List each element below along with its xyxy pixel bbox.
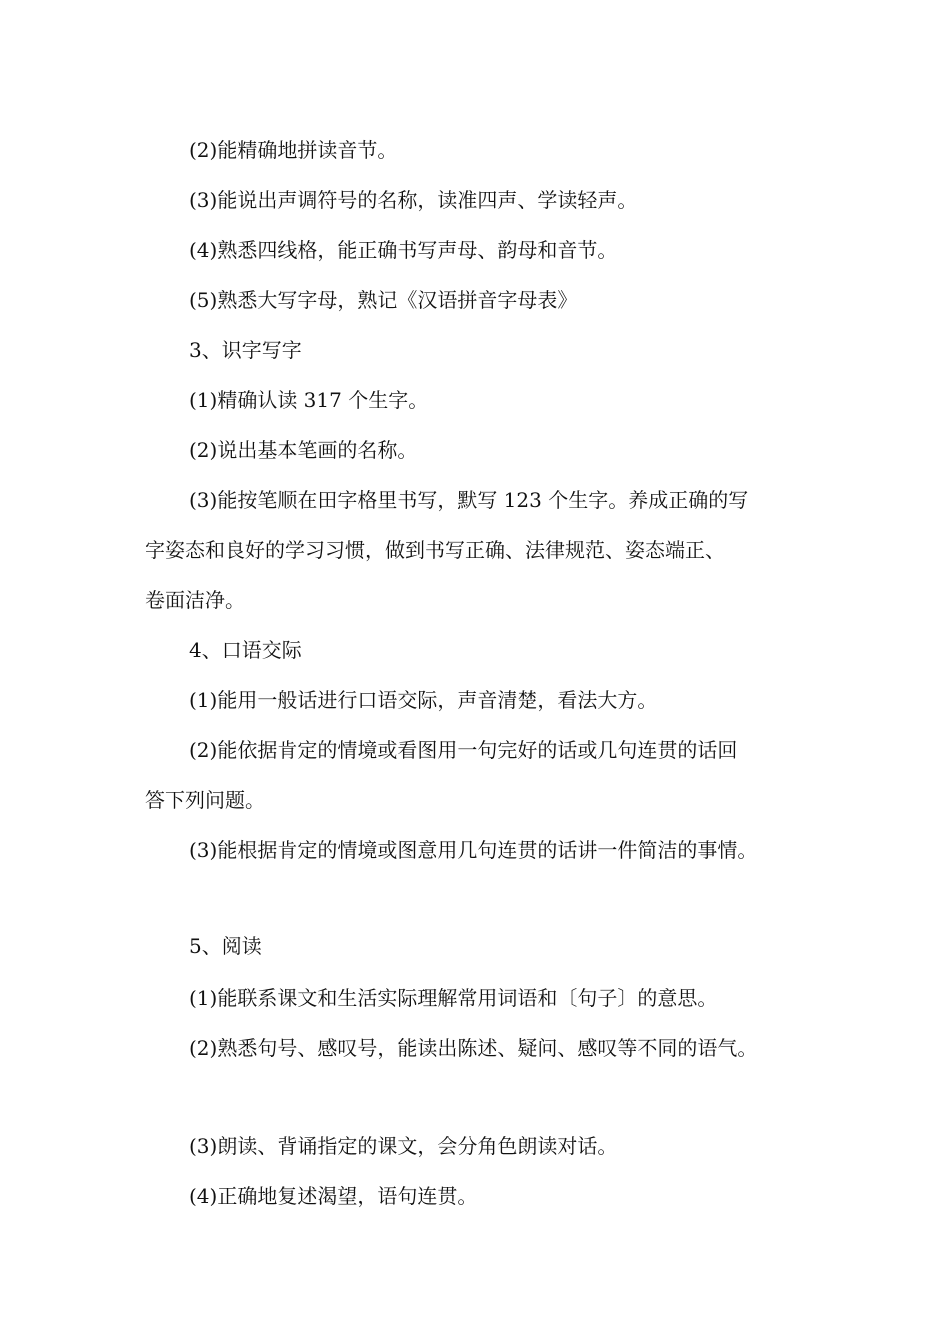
text-line: 答下列问题。 — [145, 788, 265, 812]
text-line: (3)能说出声调符号的名称，读准四声、学读轻声。 — [189, 188, 638, 212]
section-heading: 3、识字写字 — [189, 338, 302, 362]
section-heading: 4、口语交际 — [189, 638, 302, 662]
text-line: (1)能联系课文和生活实际理解常用词语和〔句子〕的意思。 — [189, 986, 718, 1010]
text-line: (2)能精确地拼读音节。 — [189, 138, 398, 162]
section-heading: 5、阅读 — [189, 934, 262, 958]
text-line: 字姿态和良好的学习习惯，做到书写正确、法律规范、姿态端正、 — [145, 538, 725, 562]
text-line: (2)说出基本笔画的名称。 — [189, 438, 418, 462]
text-line: (1)能用一般话进行口语交际，声音清楚，看法大方。 — [189, 688, 658, 712]
text-line: (3)能按笔顺在田字格里书写，默写 123 个生字。养成正确的写 — [189, 488, 749, 512]
text-line: (2)熟悉句号、感叹号，能读出陈述、疑问、感叹等不同的语气。 — [189, 1036, 758, 1060]
text-line: (1)精确认读 317 个生字。 — [189, 388, 429, 412]
text-line: (5)熟悉大写字母，熟记《汉语拼音字母表》 — [189, 288, 578, 312]
text-line: (4)熟悉四线格，能正确书写声母、韵母和音节。 — [189, 238, 618, 262]
text-line: (3)朗读、背诵指定的课文，会分角色朗读对话。 — [189, 1134, 618, 1158]
text-line: (3)能根据肯定的情境或图意用几句连贯的话讲一件简洁的事情。 — [189, 838, 758, 862]
text-line: (2)能依据肯定的情境或看图用一句完好的话或几句连贯的话回 — [189, 738, 738, 762]
text-line: (4)正确地复述渴望，语句连贯。 — [189, 1184, 478, 1208]
text-line: 卷面洁净。 — [145, 588, 245, 612]
